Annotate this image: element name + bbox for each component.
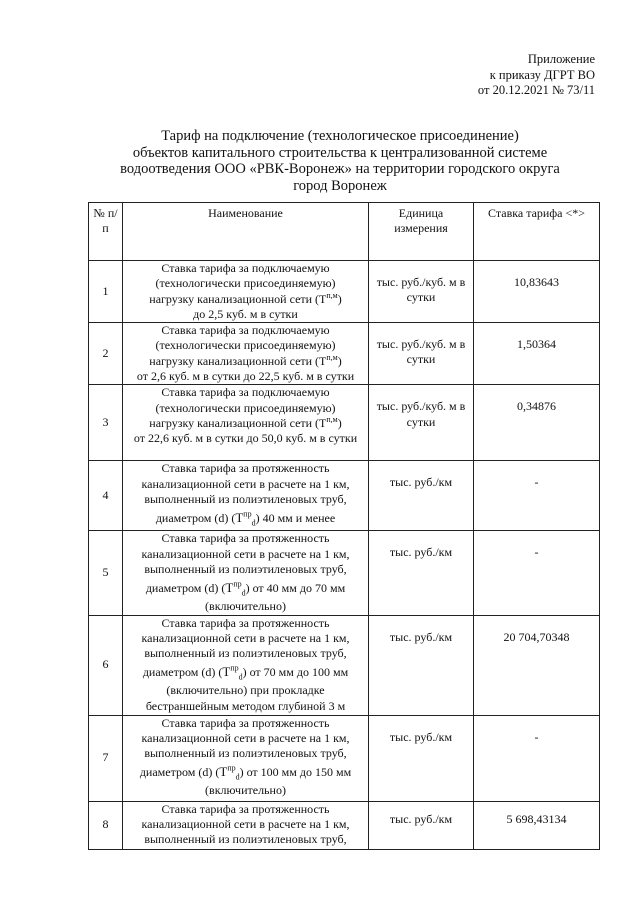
name-line: от 2,6 куб. м в сутки до 22,5 куб. м в сутки xyxy=(136,369,355,384)
name-text: ) xyxy=(337,353,342,368)
row-rate: 1,50364 xyxy=(474,323,600,385)
title-line: объектов капитального строительства к централизованной системе xyxy=(132,144,548,161)
symbol-sub: d xyxy=(235,773,240,783)
row-num: 7 xyxy=(89,715,123,801)
name-line: (включительно) xyxy=(205,599,286,614)
name-line: выполненный из полиэтиленовых труб, xyxy=(144,561,347,576)
row-name xyxy=(123,615,369,715)
row-unit: тыс. руб./км xyxy=(369,715,474,801)
name-line: Ставка тарифа за подключаемую xyxy=(161,385,330,400)
title-line: Тариф на подключение (технологическое присоединение) xyxy=(161,128,519,144)
symbol-base: Т xyxy=(219,764,228,780)
name-line: выполненный из полиэтиленовых труб, xyxy=(144,646,347,661)
row-num: 5 xyxy=(89,531,123,615)
row-name xyxy=(123,323,369,385)
row-rate: 0,34876 xyxy=(474,385,600,461)
name-line: (включительно) при прокладке xyxy=(166,683,325,698)
name-text: ) xyxy=(337,291,342,306)
row-num: 8 xyxy=(89,801,123,849)
symbol-sup: пр xyxy=(233,579,242,589)
name-text: ) от 70 мм до 100 мм xyxy=(242,665,349,680)
document-title xyxy=(90,128,590,194)
name-line: Ставка тарифа за протяженность xyxy=(161,715,330,730)
name-text: ) xyxy=(337,415,342,430)
name-line: канализационной сети в расчете на 1 км, xyxy=(141,730,350,745)
name-line xyxy=(125,577,366,599)
header-name: Наименование xyxy=(123,203,369,261)
name-line: Ставка тарифа за протяженность xyxy=(161,615,330,630)
name-text: диаметром (d) ( xyxy=(155,511,236,526)
name-line: (технологически присоединяемую) xyxy=(155,338,336,353)
name-line: Ставка тарифа за протяженность xyxy=(161,461,330,476)
table-row xyxy=(89,261,600,323)
header-unit: Единица измерения xyxy=(369,203,474,261)
title-line: водоотведения ООО «РВК-Воронеж» на территории городского округа xyxy=(120,161,560,177)
table-row xyxy=(89,801,600,849)
table-header-row xyxy=(89,203,600,261)
name-text: нагрузку канализационной сети (Т xyxy=(149,415,327,430)
row-rate: - xyxy=(474,461,600,531)
name-text: диаметром (d) ( xyxy=(142,665,223,680)
row-unit: тыс. руб./км xyxy=(369,531,474,615)
name-line: до 2,5 куб. м в сутки xyxy=(193,306,298,321)
appendix-line: от 20.12.2021 № 73/11 xyxy=(477,83,595,97)
symbol-base: Т xyxy=(222,664,231,680)
name-line xyxy=(125,292,366,307)
table-row xyxy=(89,615,600,715)
symbol-sub: d xyxy=(251,518,256,528)
row-name xyxy=(123,385,369,461)
row-num: 4 xyxy=(89,461,123,531)
name-line: канализационной сети в расчете на 1 км, xyxy=(141,816,350,831)
appendix-note xyxy=(335,52,595,99)
symbol-sup: пр xyxy=(227,764,236,774)
row-unit: тыс. руб./км xyxy=(369,461,474,531)
symbol-sup: пр xyxy=(243,509,252,519)
name-sup: п,м xyxy=(326,290,338,300)
name-line: выполненный из полиэтиленовых труб, xyxy=(144,491,347,506)
name-line: (включительно) xyxy=(205,783,286,798)
name-line: канализационной сети в расчете на 1 км, xyxy=(141,546,350,561)
name-line: Ставка тарифа за протяженность xyxy=(161,531,330,546)
name-line: канализационной сети в расчете на 1 км, xyxy=(141,630,350,645)
table-row xyxy=(89,461,600,531)
row-unit: тыс. руб./куб. м в сутки xyxy=(369,385,474,461)
row-rate: - xyxy=(474,715,600,801)
row-name xyxy=(123,461,369,531)
table-row xyxy=(89,715,600,801)
row-num: 2 xyxy=(89,323,123,385)
name-text: нагрузку канализационной сети (Т xyxy=(149,291,327,306)
row-num: 3 xyxy=(89,385,123,461)
row-name xyxy=(123,801,369,849)
tariff-table xyxy=(88,202,600,850)
name-sup: п,м xyxy=(326,414,338,424)
name-sup: п,м xyxy=(326,352,338,362)
name-line xyxy=(125,661,366,683)
table-row xyxy=(89,531,600,615)
row-name xyxy=(123,261,369,323)
row-name xyxy=(123,531,369,615)
name-line: (технологически присоединяемую) xyxy=(155,276,336,291)
name-line xyxy=(125,354,366,369)
name-line: Ставка тарифа за подключаемую xyxy=(161,261,330,275)
table-row xyxy=(89,323,600,385)
tariff-symbol xyxy=(225,577,245,599)
row-rate: 10,83643 xyxy=(474,261,600,323)
name-line xyxy=(125,761,366,783)
row-rate: 5 698,43134 xyxy=(474,801,600,849)
appendix-line: Приложение xyxy=(527,52,595,66)
row-unit: тыс. руб./км xyxy=(369,801,474,849)
row-num: 1 xyxy=(89,261,123,323)
header-rate: Ставка тарифа <*> xyxy=(474,203,600,261)
tariff-symbol xyxy=(235,507,255,529)
row-unit: тыс. руб./куб. м в сутки xyxy=(369,323,474,385)
symbol-sub: d xyxy=(241,588,246,598)
name-line: выполненный из полиэтиленовых труб, xyxy=(144,746,347,761)
name-text: ) от 100 мм до 150 мм xyxy=(239,765,352,780)
name-line: Ставка тарифа за протяженность xyxy=(161,801,330,816)
appendix-line: к приказу ДГРТ ВО xyxy=(489,67,595,82)
name-line: Ставка тарифа за подключаемую xyxy=(161,323,330,338)
name-line: выполненный из полиэтиленовых труб, xyxy=(144,832,347,847)
name-line: бестраншейным методом глубиной 3 м xyxy=(145,698,346,713)
header-num: № п/п xyxy=(89,203,123,261)
symbol-sup: пр xyxy=(230,664,239,674)
row-rate: 20 704,70348 xyxy=(474,615,600,715)
name-text: ) от 40 мм до 70 мм xyxy=(245,581,346,596)
symbol-sub: d xyxy=(238,673,243,683)
name-line: (технологически присоединяемую) xyxy=(155,400,336,415)
symbol-base: Т xyxy=(235,510,244,526)
name-text: диаметром (d) ( xyxy=(139,765,220,780)
name-line: канализационной сети в расчете на 1 км, xyxy=(141,476,350,491)
name-line xyxy=(125,416,366,431)
row-name xyxy=(123,715,369,801)
name-text: нагрузку канализационной сети (Т xyxy=(149,353,327,368)
table-row xyxy=(89,385,600,461)
name-text: диаметром (d) ( xyxy=(145,581,226,596)
row-rate: - xyxy=(474,531,600,615)
name-line: от 22,6 куб. м в сутки до 50,0 куб. м в сутки xyxy=(133,431,358,446)
title-line: город Воронеж xyxy=(293,177,387,194)
row-unit: тыс. руб./км xyxy=(369,615,474,715)
tariff-symbol xyxy=(222,661,242,683)
name-text: ) 40 мм и менее xyxy=(255,511,336,526)
row-num: 6 xyxy=(89,615,123,715)
tariff-symbol xyxy=(219,761,239,783)
name-line xyxy=(125,507,366,529)
symbol-base: Т xyxy=(225,580,234,596)
row-unit: тыс. руб./куб. м в сутки xyxy=(369,261,474,323)
